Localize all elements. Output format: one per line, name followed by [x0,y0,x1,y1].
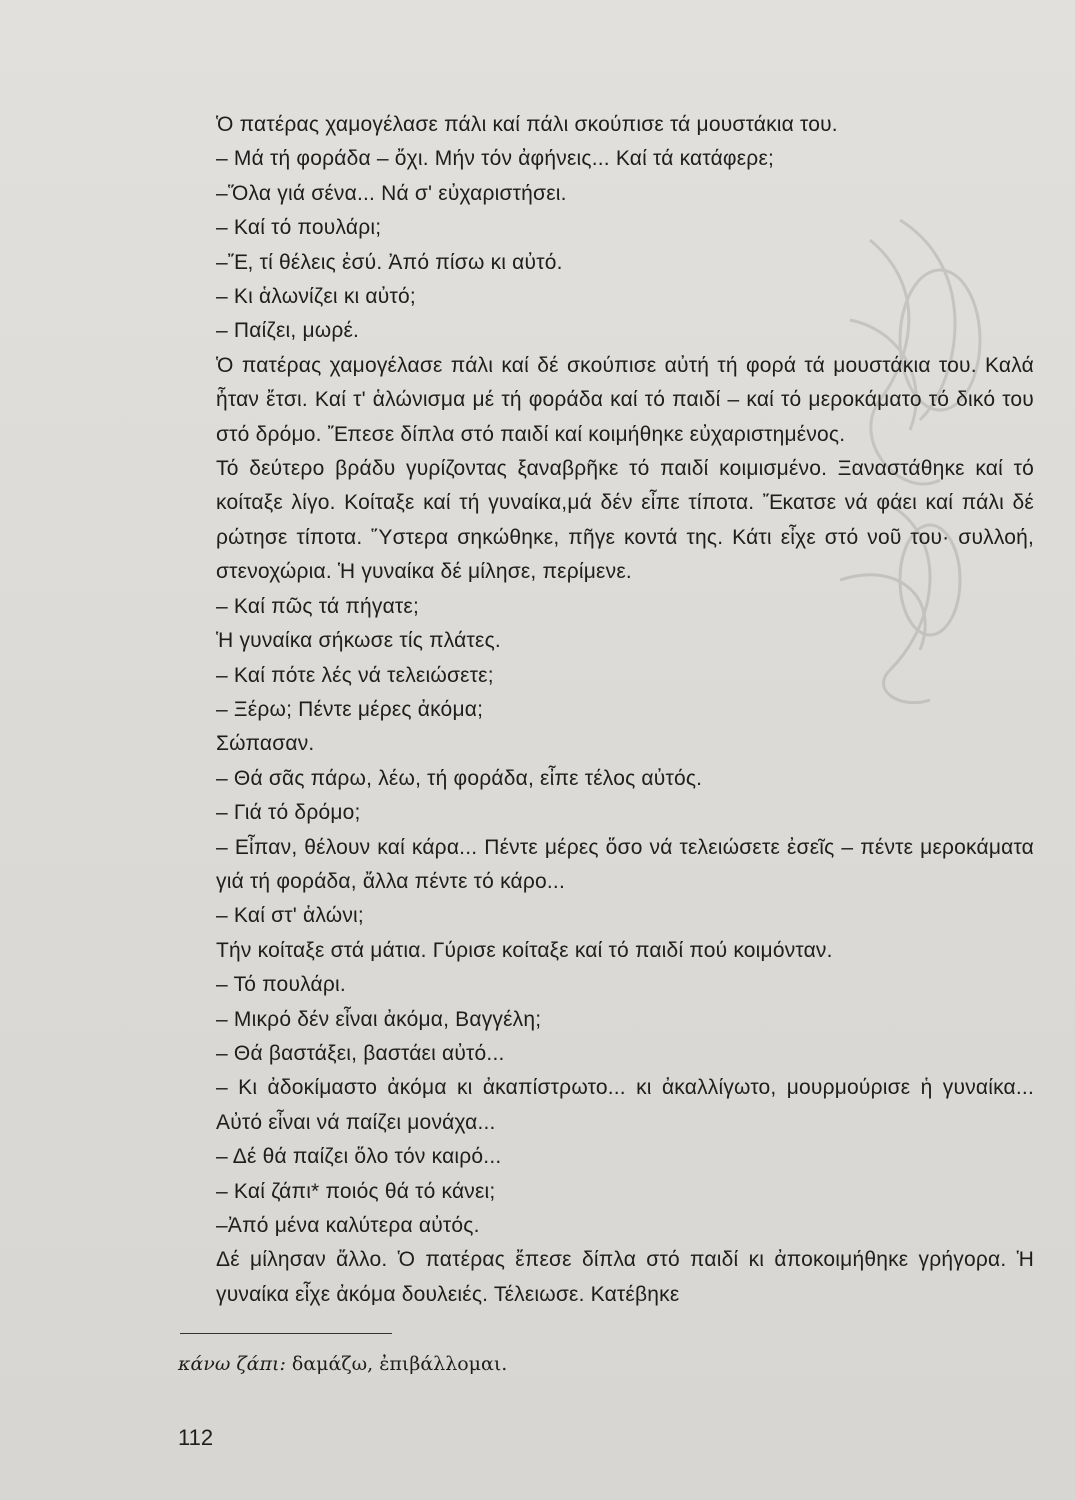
dialogue-line: – Θά βαστάξει, βαστάει αὐτό... [216,1041,505,1065]
dialogue-line: – Μά τή φοράδα – ὄχι. Μήν τόν ἀφήνεις... Καί τά κατάφερε; [216,147,775,171]
dialogue-line: – Μικρό δέν εἶναι ἀκόμα, Βαγγέλη; [216,1007,542,1031]
paragraph: Τό δεύτερο βράδυ γυρίζοντας ξαναβρῆκε τό παιδί κοιμισμένο. Ξαναστάθηκε καί τό κοίταξε λίγο. Κοίταξε καί τή γυναίκα,μά δέν εἶπε τίποτα. Ἔκατσε νά φάει καί πάλι δέ ρώτησε τίποτα. Ὕστερα σηκώθηκε, πῆγε κοντά της. Κάτι εἶχε στό νοῦ του· συλλοή, στενοχώρια. Ἡ γυναίκα δέ μίλησε, περίμενε. [216,457,1034,584]
footnote-divider [180,1333,392,1334]
footnote-term: κάνω ζάπι: [178,1353,286,1375]
dialogue-line: – Παίζει, μωρέ. [216,319,360,343]
dialogue-line: –Ὅλα γιά σένα... Νά σ' εὐχαριστήσει. [216,181,567,205]
paragraph: Τήν κοίταξε στά μάτια. Γύρισε κοίταξε καί τό παιδί πού κοιμόνταν. [216,938,833,962]
dialogue-line: – Καί ζάπι* ποιός θά τό κάνει; [216,1179,496,1203]
page-number: 112 [178,1425,214,1450]
paragraph: Σώπασαν. [216,732,315,756]
dialogue-line: – Καί τό πουλάρι; [216,216,382,240]
dialogue-line: – Ξέρω; Πέντε μέρες ἀκόμα; [216,697,484,721]
dialogue-line: – Γιά τό δρόμο; [216,801,361,825]
dialogue-line: – Κι ἀδοκίμαστο ἀκόμα κι ἀκαπίστρωτο... κι ἀκαλλίγωτο, μουρμούρισε ἡ γυναίκα... Αὐτό εἶναι νά παίζει μονάχα... [216,1076,1034,1134]
dialogue-line: – Κι ἁλωνίζει κι αὐτό; [216,285,416,309]
dialogue-line: – Καί στ' ἁλώνι; [216,904,364,928]
paragraph: Ἡ γυναίκα σήκωσε τίς πλάτες. [216,629,501,653]
paragraph: Δέ μίλησαν ἄλλο. Ὁ πατέρας ἔπεσε δίπλα στό παιδί κι ἀποκοιμήθηκε γρήγορα. Ἡ γυναίκα εἶχε ἀκόμα δουλειές. Τέλειωσε. Κατέβηκε [216,1248,1034,1306]
dialogue-line: –Ἔ, τί θέλεις ἐσύ. Ἀπό πίσω κι αὐτό. [216,250,563,274]
dialogue-line: – Τό πουλάρι. [216,973,346,997]
paragraph: Ὁ πατέρας χαμογέλασε πάλι καί πάλι σκούπισε τά μουστάκια του. [216,113,838,136]
dialogue-line: – Εἶπαν, θέλουν καί κάρα... Πέντε μέρες ὅσο νά τελειώσετε ἐσεῖς – πέντε μεροκάματα γιά τή φοράδα, ἄλλα πέντε τό κάρο... [216,835,1034,893]
dialogue-line: – Θά σᾶς πάρω, λέω, τή φοράδα, εἶπε τέλος αὐτός. [216,766,703,790]
paragraph: Ὁ πατέρας χαμογέλασε πάλι καί δέ σκούπισε αὐτή τή φορά τά μουστάκια του. Καλά ἦταν ἔτσι. Καί τ' ἁλώνισμα μέ τή φοράδα καί τό παιδί – καί τό μεροκάματο τό δικό του στό δρόμο. Ἔπεσε δίπλα στό παιδί καί κοιμήθηκε εὐχαριστημένος. [216,353,1034,446]
footnote-definition: δαμάζω, ἐπιβάλλομαι. [291,1353,508,1375]
dialogue-line: – Δέ θά παίζει ὅλο τόν καιρό... [216,1145,502,1169]
footnote [178,1353,507,1375]
dialogue-line: – Καί πότε λές νά τελειώσετε; [216,663,494,687]
dialogue-line: – Καί πῶς τά πήγατε; [216,594,420,618]
dialogue-line: –Ἀπό μένα καλύτερα αὐτός. [216,1214,480,1237]
body-text [216,108,1034,1312]
